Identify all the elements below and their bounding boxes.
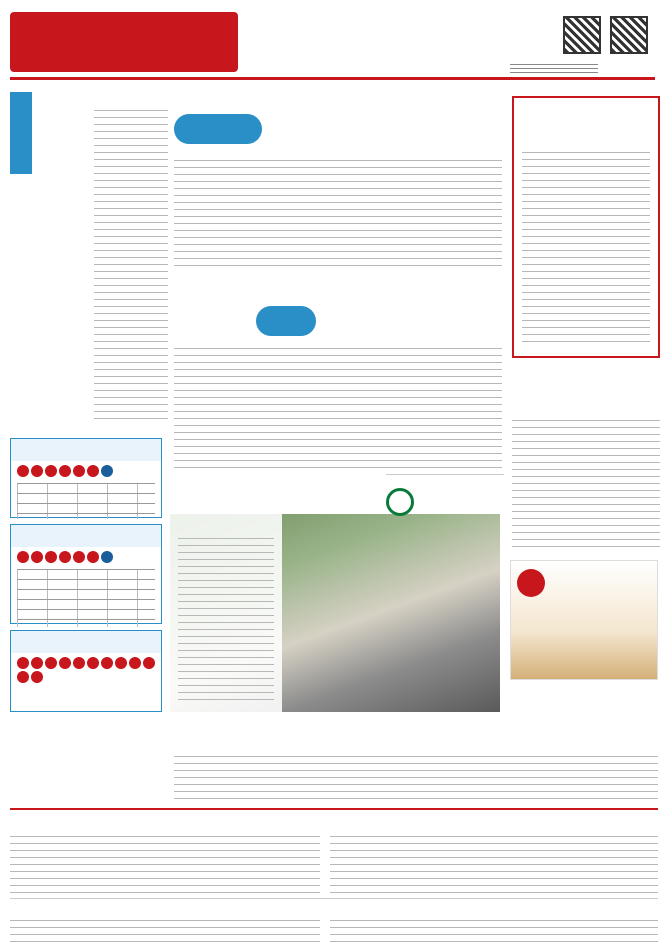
lottery-ball [101, 551, 113, 563]
lottery-ball [59, 657, 71, 669]
lottery-ball [17, 657, 29, 669]
lottery-results-panel [10, 438, 162, 518]
bank-logo-icon [386, 488, 414, 516]
photo-caption-text [178, 538, 274, 704]
results-table [17, 569, 155, 627]
lottery-ball [31, 671, 43, 683]
featured-box [512, 96, 660, 358]
article-body [512, 420, 660, 550]
winning-numbers [11, 461, 161, 481]
featured-body [522, 152, 650, 348]
newspaper-nameplate [10, 12, 238, 72]
lottery-ball [87, 465, 99, 477]
lead-story-column [10, 92, 90, 424]
divider [10, 898, 658, 899]
article-body [330, 920, 658, 942]
lottery-ball [17, 551, 29, 563]
lead-story-kicker [10, 92, 32, 174]
lottery-ball [59, 465, 71, 477]
lottery-title [11, 439, 161, 461]
lottery-ball [45, 657, 57, 669]
advertisement [510, 560, 658, 680]
lottery-title [11, 525, 161, 547]
bank-advertisement [386, 474, 504, 528]
lottery-ball [87, 551, 99, 563]
lottery-ball [31, 657, 43, 669]
section-divider [10, 808, 658, 810]
article-body [174, 756, 658, 800]
lottery-ball [115, 657, 127, 669]
lottery-ball [73, 657, 85, 669]
article-body [330, 836, 658, 896]
issue-info [510, 64, 598, 74]
city-banner [256, 306, 316, 336]
article-body [174, 348, 502, 472]
lottery-ball [17, 671, 29, 683]
lottery-results-panel [10, 630, 162, 712]
article-body [94, 110, 168, 420]
lottery-title [11, 631, 161, 653]
results-table [17, 483, 155, 519]
article-body [10, 920, 320, 942]
article-body [174, 160, 502, 268]
city-banner [174, 114, 262, 144]
lottery-ball [45, 551, 57, 563]
winning-numbers [11, 547, 161, 567]
lottery-ball [101, 657, 113, 669]
lottery-ball [31, 551, 43, 563]
lottery-results-panel [10, 524, 162, 624]
photo-caption-box [170, 514, 282, 712]
winning-numbers [11, 653, 161, 687]
qr-code-icon [563, 16, 601, 54]
lottery-ball [17, 465, 29, 477]
lottery-ball [31, 465, 43, 477]
lottery-ball [129, 657, 141, 669]
lottery-ball [73, 465, 85, 477]
advertiser-logo-icon [517, 569, 545, 597]
qr-code-icon [610, 16, 648, 54]
lottery-ball [73, 551, 85, 563]
lottery-ball [87, 657, 99, 669]
lottery-ball [45, 465, 57, 477]
lottery-ball [59, 551, 71, 563]
article-body [10, 836, 320, 896]
lottery-ball [143, 657, 155, 669]
lottery-ball [101, 465, 113, 477]
masthead [10, 8, 655, 80]
